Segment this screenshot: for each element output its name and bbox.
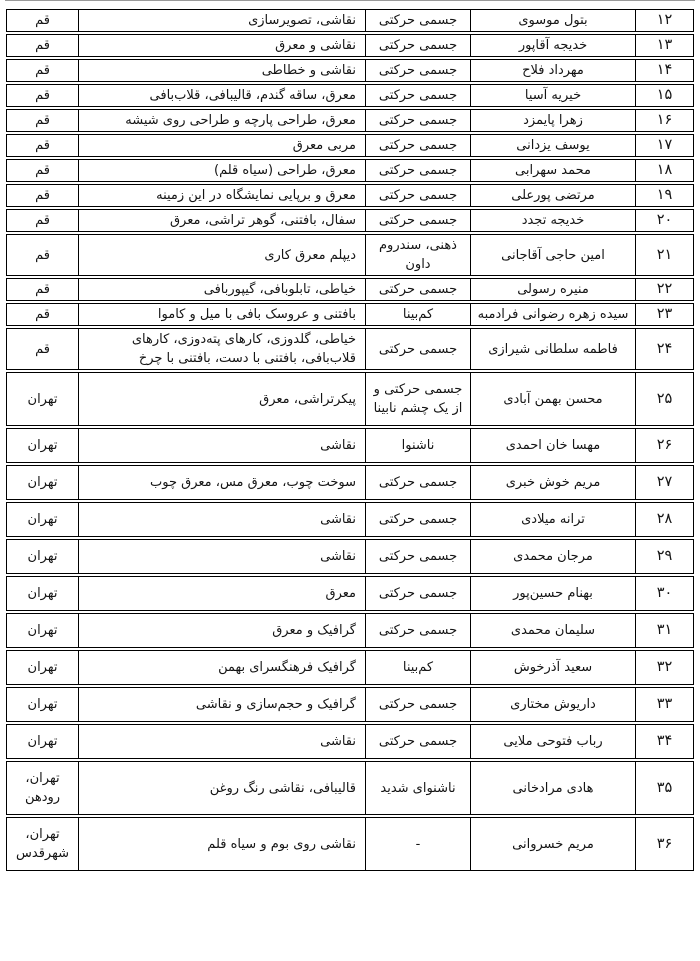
cell-name: زهرا پایمزد bbox=[470, 109, 635, 132]
cell-skills: معرق و برپایی نمایشگاه در این زمینه bbox=[78, 184, 365, 207]
cell-row-number: ۳۱ bbox=[635, 613, 694, 648]
cell-skills: مربی معرق bbox=[78, 134, 365, 157]
cell-disability: ذهنی، سندروم داون bbox=[365, 234, 470, 276]
cell-name: مهرداد فلاح bbox=[470, 59, 635, 82]
cell-row-number: ۳۵ bbox=[635, 761, 694, 815]
cell-row-number: ۱۸ bbox=[635, 159, 694, 182]
cell-name: مریم خسروانی bbox=[470, 817, 635, 871]
cell-name: مریم خوش خبری bbox=[470, 465, 635, 500]
cell-skills: معرق، طراحی پارچه و طراحی روی شیشه bbox=[78, 109, 365, 132]
cell-city: قم bbox=[6, 34, 78, 57]
table-row bbox=[6, 209, 694, 232]
table-row bbox=[6, 278, 694, 301]
cell-disability: جسمی حرکتی bbox=[365, 687, 470, 722]
cell-skills: نقاشی روی بوم و سیاه قلم bbox=[78, 817, 365, 871]
cell-city: قم bbox=[6, 84, 78, 107]
cell-skills: نقاشی bbox=[78, 539, 365, 574]
cell-disability: جسمی حرکتی bbox=[365, 278, 470, 301]
cell-skills: بافتنی و عروسک بافی با میل و کاموا bbox=[78, 303, 365, 326]
cell-city: قم bbox=[6, 109, 78, 132]
cell-name: بهنام حسین‌پور bbox=[470, 576, 635, 611]
cell-city: قم bbox=[6, 9, 78, 32]
cell-city: تهران bbox=[6, 650, 78, 685]
cell-skills: سوخت چوب، معرق مس، معرق چوب bbox=[78, 465, 365, 500]
cell-skills: معرق، ساقه گندم، قالیبافی، قلاب‌بافی bbox=[78, 84, 365, 107]
table-row bbox=[6, 303, 694, 326]
cell-row-number: ۲۱ bbox=[635, 234, 694, 276]
cell-name: بتول موسوی bbox=[470, 9, 635, 32]
cell-name: منیره رسولی bbox=[470, 278, 635, 301]
cell-skills: گرافیک فرهنگسرای بهمن bbox=[78, 650, 365, 685]
table-row bbox=[6, 372, 694, 426]
cell-city: قم bbox=[6, 209, 78, 232]
cell-disability: جسمی حرکتی bbox=[365, 109, 470, 132]
cell-name: رباب فتوحی ملایی bbox=[470, 724, 635, 759]
cell-skills: پیکرتراشی، معرق bbox=[78, 372, 365, 426]
cell-city: تهران bbox=[6, 502, 78, 537]
cell-skills: گرافیک و معرق bbox=[78, 613, 365, 648]
cell-city: تهران bbox=[6, 724, 78, 759]
table-row bbox=[6, 184, 694, 207]
table-row bbox=[6, 502, 694, 537]
cell-city: تهران bbox=[6, 687, 78, 722]
cutoff-previous-row-line bbox=[5, 0, 695, 1]
cell-row-number: ۱۲ bbox=[635, 9, 694, 32]
table-row bbox=[6, 428, 694, 463]
cell-name: ترانه میلادی bbox=[470, 502, 635, 537]
cell-disability: جسمی حرکتی bbox=[365, 328, 470, 370]
cell-name: امین حاجی آقاجانی bbox=[470, 234, 635, 276]
cell-skills: نقاشی bbox=[78, 724, 365, 759]
cell-disability: جسمی حرکتی و از یک چشم نابینا bbox=[365, 372, 470, 426]
cell-disability: جسمی حرکتی bbox=[365, 134, 470, 157]
cell-row-number: ۱۶ bbox=[635, 109, 694, 132]
cell-row-number: ۱۹ bbox=[635, 184, 694, 207]
table-row bbox=[6, 84, 694, 107]
cell-row-number: ۲۷ bbox=[635, 465, 694, 500]
cell-city: قم bbox=[6, 328, 78, 370]
cell-city: قم bbox=[6, 234, 78, 276]
cell-disability: جسمی حرکتی bbox=[365, 613, 470, 648]
cell-city: تهران bbox=[6, 613, 78, 648]
cell-skills: معرق bbox=[78, 576, 365, 611]
cell-name: فاطمه سلطانی شیرازی bbox=[470, 328, 635, 370]
cell-skills: نقاشی، تصویرسازی bbox=[78, 9, 365, 32]
cell-city: قم bbox=[6, 278, 78, 301]
cell-name: سعید آذرخوش bbox=[470, 650, 635, 685]
cell-disability: ناشنوای شدید bbox=[365, 761, 470, 815]
cell-disability: جسمی حرکتی bbox=[365, 539, 470, 574]
cell-city: قم bbox=[6, 134, 78, 157]
cell-row-number: ۲۴ bbox=[635, 328, 694, 370]
cell-row-number: ۲۹ bbox=[635, 539, 694, 574]
cell-disability: - bbox=[365, 817, 470, 871]
table-row bbox=[6, 576, 694, 611]
cell-row-number: ۲۵ bbox=[635, 372, 694, 426]
cell-name: خدیجه آقاپور bbox=[470, 34, 635, 57]
cell-skills: معرق، طراحی (سیاه قلم) bbox=[78, 159, 365, 182]
cell-skills: نقاشی bbox=[78, 502, 365, 537]
table-row bbox=[6, 159, 694, 182]
cell-disability: جسمی حرکتی bbox=[365, 159, 470, 182]
cell-city: قم bbox=[6, 59, 78, 82]
cell-name: محسن بهمن آبادی bbox=[470, 372, 635, 426]
cell-city: تهران bbox=[6, 428, 78, 463]
cell-name: سلیمان محمدی bbox=[470, 613, 635, 648]
table-row bbox=[6, 465, 694, 500]
cell-name: سیده زهره رضوانی فرادمبه bbox=[470, 303, 635, 326]
cell-name: مرتضی پورعلی bbox=[470, 184, 635, 207]
table-row bbox=[6, 761, 694, 815]
cell-disability: جسمی حرکتی bbox=[365, 465, 470, 500]
cell-row-number: ۱۵ bbox=[635, 84, 694, 107]
cell-row-number: ۳۲ bbox=[635, 650, 694, 685]
cell-row-number: ۲۲ bbox=[635, 278, 694, 301]
cell-city: تهران bbox=[6, 576, 78, 611]
artists-table bbox=[6, 7, 694, 873]
cell-row-number: ۲۸ bbox=[635, 502, 694, 537]
cell-city: قم bbox=[6, 159, 78, 182]
cell-disability: جسمی حرکتی bbox=[365, 34, 470, 57]
cell-row-number: ۳۶ bbox=[635, 817, 694, 871]
table-row bbox=[6, 9, 694, 32]
cell-skills: سفال، بافتنی، گوهر تراشی، معرق bbox=[78, 209, 365, 232]
cell-disability: کم‌بینا bbox=[365, 650, 470, 685]
cell-row-number: ۱۷ bbox=[635, 134, 694, 157]
cell-city: تهران bbox=[6, 465, 78, 500]
table-row bbox=[6, 650, 694, 685]
table-row bbox=[6, 328, 694, 370]
table-row bbox=[6, 539, 694, 574]
cell-disability: جسمی حرکتی bbox=[365, 576, 470, 611]
cell-city: تهران، شهرقدس bbox=[6, 817, 78, 871]
cell-row-number: ۳۴ bbox=[635, 724, 694, 759]
table-row bbox=[6, 234, 694, 276]
cell-city: تهران bbox=[6, 539, 78, 574]
cell-disability: جسمی حرکتی bbox=[365, 502, 470, 537]
cell-disability: کم‌بینا bbox=[365, 303, 470, 326]
cell-row-number: ۲۶ bbox=[635, 428, 694, 463]
cell-name: محمد سهرابی bbox=[470, 159, 635, 182]
cell-skills: قالیبافی، نقاشی رنگ روغن bbox=[78, 761, 365, 815]
cell-row-number: ۱۴ bbox=[635, 59, 694, 82]
cell-row-number: ۳۳ bbox=[635, 687, 694, 722]
table-row bbox=[6, 59, 694, 82]
cell-name: مرجان محمدی bbox=[470, 539, 635, 574]
cell-disability: ناشنوا bbox=[365, 428, 470, 463]
table-body bbox=[6, 9, 694, 871]
cell-skills: نقاشی و معرق bbox=[78, 34, 365, 57]
cell-disability: جسمی حرکتی bbox=[365, 184, 470, 207]
cell-skills: نقاشی و خطاطی bbox=[78, 59, 365, 82]
cell-skills: خیاطی، تابلوبافی، گیپوربافی bbox=[78, 278, 365, 301]
table-row bbox=[6, 817, 694, 871]
cell-name: مهسا خان احمدی bbox=[470, 428, 635, 463]
cell-row-number: ۳۰ bbox=[635, 576, 694, 611]
cell-skills: گرافیک و حجم‌سازی و نقاشی bbox=[78, 687, 365, 722]
cell-name: هادی مرادخانی bbox=[470, 761, 635, 815]
cell-name: خیریه آسیا bbox=[470, 84, 635, 107]
table-row bbox=[6, 34, 694, 57]
cell-skills: دیپلم معرق کاری bbox=[78, 234, 365, 276]
cell-disability: جسمی حرکتی bbox=[365, 209, 470, 232]
cell-name: یوسف یزدانی bbox=[470, 134, 635, 157]
cell-city: قم bbox=[6, 184, 78, 207]
cell-disability: جسمی حرکتی bbox=[365, 9, 470, 32]
cell-city: قم bbox=[6, 303, 78, 326]
cell-name: خدیجه تجدد bbox=[470, 209, 635, 232]
cell-skills: نقاشی bbox=[78, 428, 365, 463]
cell-row-number: ۲۳ bbox=[635, 303, 694, 326]
table-row bbox=[6, 724, 694, 759]
table-row bbox=[6, 687, 694, 722]
cell-city: تهران bbox=[6, 372, 78, 426]
cell-row-number: ۲۰ bbox=[635, 209, 694, 232]
cell-skills: خیاطی، گلدوزی، کارهای پته‌دوزی، کارهای قلاب‌بافی، بافتنی با دست، بافتنی با چرخ bbox=[78, 328, 365, 370]
table-row bbox=[6, 109, 694, 132]
cell-disability: جسمی حرکتی bbox=[365, 84, 470, 107]
cell-name: داریوش مختاری bbox=[470, 687, 635, 722]
table-row bbox=[6, 134, 694, 157]
table-row bbox=[6, 613, 694, 648]
cell-disability: جسمی حرکتی bbox=[365, 724, 470, 759]
cell-row-number: ۱۳ bbox=[635, 34, 694, 57]
cell-city: تهران، رودهن bbox=[6, 761, 78, 815]
cell-disability: جسمی حرکتی bbox=[365, 59, 470, 82]
